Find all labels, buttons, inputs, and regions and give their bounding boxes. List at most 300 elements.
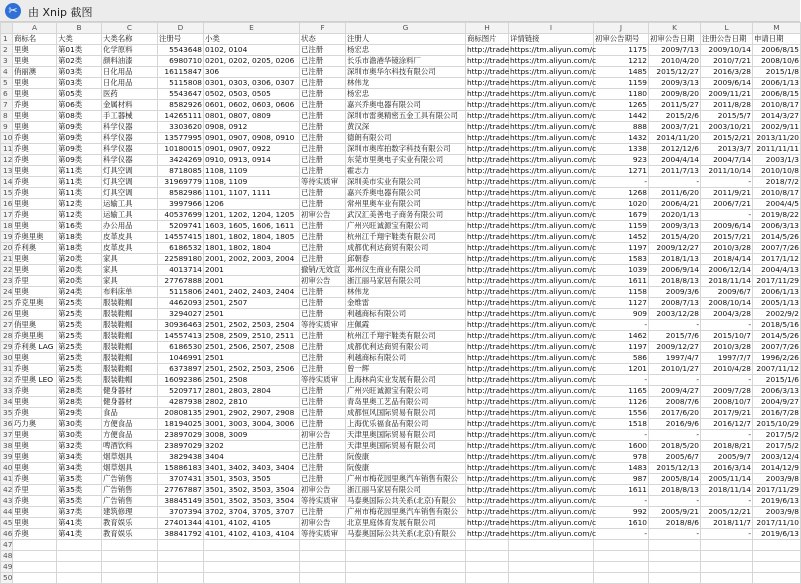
- cell[interactable]: 第25类: [57, 353, 102, 364]
- cell[interactable]: https://tm.aliyun.com/c: [510, 144, 597, 153]
- row-header[interactable]: 49: [1, 562, 13, 573]
- row-header[interactable]: 34: [1, 397, 13, 408]
- cell[interactable]: http://trade: [467, 474, 510, 483]
- cell[interactable]: http://trade: [467, 67, 510, 76]
- cell[interactable]: 乔奥: [13, 133, 57, 144]
- cell[interactable]: http://trade: [467, 364, 510, 373]
- row-header[interactable]: 33: [1, 386, 13, 397]
- cell[interactable]: 2007/7/26: [753, 342, 801, 353]
- cell[interactable]: [649, 562, 701, 573]
- cell[interactable]: 已注册: [300, 133, 346, 144]
- cell[interactable]: 已注册: [300, 364, 346, 375]
- cell[interactable]: -: [701, 375, 753, 386]
- cell[interactable]: 第28类: [57, 397, 102, 408]
- row-header[interactable]: 12: [1, 155, 13, 166]
- cell[interactable]: 第09类: [57, 155, 102, 166]
- cell[interactable]: 天津里奥国际贸易有限公司: [346, 441, 466, 452]
- cell[interactable]: 1462: [594, 331, 649, 342]
- cell[interactable]: [753, 562, 801, 573]
- cell[interactable]: 林伟龙: [346, 287, 466, 298]
- header-cell[interactable]: 商标名: [13, 34, 57, 45]
- cell[interactable]: 1158: [594, 287, 649, 298]
- cell[interactable]: 科学仪器: [102, 122, 158, 133]
- cell[interactable]: 2003/12/4: [753, 452, 801, 463]
- cell[interactable]: http://trade: [467, 507, 510, 516]
- cell[interactable]: 2018/11/7: [701, 518, 753, 529]
- cell[interactable]: https://tm.aliyun.com/c: [510, 353, 597, 362]
- cell[interactable]: [649, 573, 701, 584]
- cell[interactable]: 0908, 0912: [204, 122, 300, 133]
- cell[interactable]: 2014/3/27: [753, 111, 801, 122]
- cell[interactable]: 常州里奥车业有限公司: [346, 199, 466, 210]
- cell[interactable]: [701, 540, 753, 551]
- cell[interactable]: https://tm.aliyun.com/c: [510, 221, 597, 230]
- cell[interactable]: 2010/10/8: [753, 166, 801, 177]
- cell[interactable]: 2002/9/11: [753, 122, 801, 133]
- cell[interactable]: 0502, 0503, 0505: [204, 89, 300, 100]
- cell[interactable]: 第20类: [57, 276, 102, 287]
- cell[interactable]: 杭州江千翔宇鞋类有限公司: [346, 331, 466, 342]
- cell[interactable]: 化学原料: [102, 45, 158, 56]
- cell[interactable]: 2006/3/13: [753, 386, 801, 397]
- cell[interactable]: 2003/9/8: [753, 507, 801, 518]
- cell[interactable]: 已注册: [300, 122, 346, 133]
- cell[interactable]: 上海优乐福食品有限公司: [346, 419, 466, 430]
- cell[interactable]: 已注册: [300, 100, 346, 111]
- row-header[interactable]: 2: [1, 45, 13, 56]
- row-header[interactable]: 30: [1, 353, 13, 364]
- cell[interactable]: 里奥: [13, 353, 57, 364]
- cell[interactable]: 成都恒风国际贸易有限公司: [346, 408, 466, 419]
- cell[interactable]: 已注册: [300, 507, 346, 518]
- cell[interactable]: 2008/7/6: [649, 397, 701, 408]
- cell[interactable]: 乔奥: [13, 210, 57, 221]
- cell[interactable]: 2009/3/6: [649, 287, 701, 298]
- column-header-A[interactable]: A: [13, 23, 57, 34]
- cell[interactable]: 2010/4/20: [649, 56, 701, 67]
- cell[interactable]: 2018/8/13: [649, 276, 701, 287]
- cell[interactable]: 1611: [594, 485, 649, 496]
- row-header[interactable]: 11: [1, 144, 13, 155]
- row-header[interactable]: 31: [1, 364, 13, 375]
- cell[interactable]: 2006/12/14: [701, 265, 753, 276]
- cell[interactable]: 1556: [594, 408, 649, 419]
- column-header-K[interactable]: K: [649, 23, 701, 34]
- cell[interactable]: 2003/7/21: [649, 122, 701, 133]
- cell[interactable]: 第05类: [57, 89, 102, 100]
- cell[interactable]: 青岛里奥工艺品有限公司: [346, 397, 466, 408]
- cell[interactable]: [466, 551, 509, 562]
- cell[interactable]: https://tm.aliyun.com/c: [510, 463, 597, 472]
- cell[interactable]: 灯具空调: [102, 166, 158, 177]
- cell[interactable]: 已注册: [300, 287, 346, 298]
- cell[interactable]: 2018/5/16: [753, 320, 801, 331]
- cell[interactable]: 等待实质审: [300, 320, 346, 331]
- header-cell[interactable]: 初审公告日期: [649, 34, 701, 45]
- cell[interactable]: 2008/10/7: [701, 397, 753, 408]
- cell[interactable]: https://tm.aliyun.com/c: [510, 430, 597, 439]
- cell[interactable]: [158, 562, 204, 573]
- cell[interactable]: 建筑修理: [102, 507, 158, 518]
- cell[interactable]: 天津里奥国际贸易有限公司: [346, 430, 466, 441]
- cell[interactable]: 撤销/无效宣: [300, 265, 346, 276]
- cell[interactable]: 3424269: [158, 155, 204, 166]
- cell[interactable]: 18194025: [158, 419, 204, 430]
- cell[interactable]: 浙江丽马家居有限公司: [346, 485, 466, 496]
- row-header[interactable]: 9: [1, 122, 13, 133]
- cell[interactable]: 第41类: [57, 529, 102, 540]
- cell[interactable]: 已注册: [300, 452, 346, 463]
- row-header[interactable]: 50: [1, 573, 13, 584]
- row-header[interactable]: 21: [1, 254, 13, 265]
- cell[interactable]: 食品: [102, 408, 158, 419]
- cell[interactable]: 灯具空调: [102, 177, 158, 188]
- column-header-G[interactable]: G: [346, 23, 466, 34]
- cell[interactable]: 5209741: [158, 221, 204, 232]
- cell[interactable]: http://trade: [467, 518, 510, 527]
- cell[interactable]: 第09类: [57, 133, 102, 144]
- cell[interactable]: 利越商标有限公司: [346, 353, 466, 364]
- cell[interactable]: https://tm.aliyun.com/c: [510, 408, 597, 417]
- row-header[interactable]: 47: [1, 540, 13, 551]
- cell[interactable]: 4101, 4102, 4103, 4104: [204, 529, 300, 540]
- cell[interactable]: [753, 540, 801, 551]
- cell[interactable]: https://tm.aliyun.com/c: [510, 474, 597, 483]
- row-header[interactable]: 18: [1, 221, 13, 232]
- cell[interactable]: 2016/7/28: [753, 408, 801, 419]
- spreadsheet-grid[interactable]: [0, 22, 800, 582]
- cell[interactable]: https://tm.aliyun.com/c: [510, 155, 597, 164]
- row-header[interactable]: 25: [1, 298, 13, 309]
- cell[interactable]: 已注册: [300, 221, 346, 232]
- cell[interactable]: 2014/12/9: [753, 463, 801, 474]
- cell[interactable]: 2005/11/14: [701, 474, 753, 485]
- cell[interactable]: 2501, 2508: [204, 375, 300, 386]
- cell[interactable]: 广州兴旺诚源宝有限公司: [346, 221, 466, 232]
- cell[interactable]: http://trade: [467, 397, 510, 406]
- cell[interactable]: 已注册: [300, 78, 346, 89]
- cell[interactable]: 2004/4/13: [753, 265, 801, 276]
- cell[interactable]: 2015/10/29: [753, 419, 801, 430]
- cell[interactable]: -: [594, 320, 649, 331]
- cell[interactable]: 已注册: [300, 441, 346, 452]
- cell[interactable]: 2003/1/3: [753, 155, 801, 166]
- cell[interactable]: https://tm.aliyun.com/c: [510, 287, 597, 296]
- cell[interactable]: 2011/6/20: [649, 188, 701, 199]
- cell[interactable]: 14557415: [158, 232, 204, 243]
- cell[interactable]: 第20类: [57, 265, 102, 276]
- header-cell[interactable]: 详情链接: [509, 34, 594, 45]
- cell[interactable]: 0601, 0602, 0603, 0606: [204, 100, 300, 111]
- cell[interactable]: 里奥: [13, 254, 57, 265]
- cell[interactable]: 2020/1/13: [649, 210, 701, 221]
- cell[interactable]: http://trade: [467, 276, 510, 285]
- cell[interactable]: 1483: [594, 463, 649, 474]
- cell[interactable]: 1679: [594, 210, 649, 221]
- cell[interactable]: 乔奥: [13, 364, 57, 375]
- cell[interactable]: http://trade: [467, 243, 510, 252]
- cell[interactable]: 初审公告: [300, 210, 346, 221]
- cell[interactable]: 2008/10/14: [701, 298, 753, 309]
- cell[interactable]: 0901, 0907, 0908, 0910: [204, 133, 300, 144]
- cell[interactable]: 深圳市奥库拍数字科技有限公司: [346, 144, 466, 155]
- cell[interactable]: https://tm.aliyun.com/c: [510, 452, 597, 461]
- cell[interactable]: 第11类: [57, 188, 102, 199]
- cell[interactable]: http://trade: [467, 320, 510, 329]
- cell[interactable]: http://trade: [467, 496, 510, 505]
- cell[interactable]: https://tm.aliyun.com/c: [510, 265, 597, 274]
- cell[interactable]: 里奥: [13, 441, 57, 452]
- cell[interactable]: 利越商标有限公司: [346, 309, 466, 320]
- cell[interactable]: 5543647: [158, 89, 204, 100]
- cell[interactable]: 1101, 1107, 1111: [204, 188, 300, 199]
- cell[interactable]: 第35类: [57, 485, 102, 496]
- cell[interactable]: 日化用品: [102, 78, 158, 89]
- cell[interactable]: 里奥: [13, 309, 57, 320]
- cell[interactable]: 服装鞋帽: [102, 353, 158, 364]
- cell[interactable]: http://trade: [467, 452, 510, 461]
- cell[interactable]: [204, 540, 300, 551]
- cell[interactable]: https://tm.aliyun.com/c: [510, 298, 597, 307]
- row-header[interactable]: 43: [1, 496, 13, 507]
- cell[interactable]: 服装鞋帽: [102, 320, 158, 331]
- cell[interactable]: [204, 573, 300, 584]
- cell[interactable]: [466, 573, 509, 584]
- cell[interactable]: 16092386: [158, 375, 204, 386]
- cell[interactable]: 2009/7/13: [649, 45, 701, 56]
- cell[interactable]: 2004/4/14: [649, 155, 701, 166]
- cell[interactable]: 已注册: [300, 166, 346, 177]
- cell[interactable]: 等待实质审: [300, 177, 346, 188]
- cell[interactable]: 2007/7/26: [753, 243, 801, 254]
- cell[interactable]: 2010/3/28: [701, 243, 753, 254]
- cell[interactable]: 2501, 2507: [204, 298, 300, 309]
- cell[interactable]: 2018/1/13: [649, 254, 701, 265]
- cell[interactable]: 烟草烟具: [102, 452, 158, 463]
- column-header-D[interactable]: D: [158, 23, 204, 34]
- cell[interactable]: http://trade: [467, 265, 510, 274]
- cell[interactable]: http://trade: [467, 188, 510, 197]
- cell[interactable]: 2009/3/13: [649, 221, 701, 232]
- cell[interactable]: 38841792: [158, 529, 204, 540]
- cell[interactable]: 乔奥里奥: [13, 232, 57, 243]
- cell[interactable]: 庄佩霞: [346, 320, 466, 331]
- cell[interactable]: http://trade: [467, 463, 510, 472]
- cell[interactable]: http://trade: [467, 529, 510, 538]
- cell[interactable]: 1265: [594, 100, 649, 111]
- cell[interactable]: 5115806: [158, 287, 204, 298]
- cell[interactable]: [346, 540, 466, 551]
- cell[interactable]: 广州市梅花园里奥汽车销售有限公: [346, 474, 466, 485]
- cell[interactable]: -: [649, 496, 701, 507]
- cell[interactable]: 第25类: [57, 309, 102, 320]
- cell[interactable]: 1201, 1202, 1204, 1205: [204, 210, 300, 221]
- column-header-J[interactable]: J: [594, 23, 649, 34]
- cell[interactable]: 第25类: [57, 364, 102, 375]
- row-header[interactable]: 16: [1, 199, 13, 210]
- cell[interactable]: 北京里庭体育发展有限公司: [346, 518, 466, 529]
- cell[interactable]: 第02类: [57, 56, 102, 67]
- cell[interactable]: 深圳市雷奥精密五金工具有限公司: [346, 111, 466, 122]
- cell[interactable]: https://tm.aliyun.com/c: [510, 375, 597, 384]
- cell[interactable]: 广告销售: [102, 485, 158, 496]
- cell[interactable]: 已注册: [300, 419, 346, 430]
- cell[interactable]: 1268: [594, 188, 649, 199]
- cell[interactable]: http://trade: [467, 155, 510, 164]
- cell[interactable]: 16115847: [158, 67, 204, 78]
- cell[interactable]: 已注册: [300, 463, 346, 474]
- cell[interactable]: 2006/1/13: [753, 287, 801, 298]
- cell[interactable]: 2017/9/21: [701, 408, 753, 419]
- cell[interactable]: [466, 540, 509, 551]
- cell[interactable]: [57, 573, 102, 584]
- cell[interactable]: 2006/7/21: [701, 199, 753, 210]
- cell[interactable]: 已注册: [300, 45, 346, 56]
- cell[interactable]: 已注册: [300, 342, 346, 353]
- cell[interactable]: 已注册: [300, 56, 346, 67]
- cell[interactable]: 服装鞋帽: [102, 331, 158, 342]
- cell[interactable]: -: [701, 430, 753, 441]
- cell[interactable]: 1197: [594, 243, 649, 254]
- cell[interactable]: 5115808: [158, 78, 204, 89]
- cell[interactable]: 科学仪器: [102, 155, 158, 166]
- cell[interactable]: https://tm.aliyun.com/c: [510, 199, 597, 208]
- cell[interactable]: 乔奥: [13, 386, 57, 397]
- cell[interactable]: [102, 540, 158, 551]
- column-header-B[interactable]: B: [57, 23, 102, 34]
- cell[interactable]: 2013/11/20: [753, 133, 801, 144]
- cell[interactable]: 2508, 2509, 2510, 2511: [204, 331, 300, 342]
- cell[interactable]: 8582926: [158, 100, 204, 111]
- row-header[interactable]: 23: [1, 276, 13, 287]
- cell[interactable]: 俏丽澳: [13, 67, 57, 78]
- cell[interactable]: 等待实质审: [300, 375, 346, 386]
- cell[interactable]: -: [594, 529, 649, 540]
- cell[interactable]: [346, 562, 466, 573]
- cell[interactable]: [204, 562, 300, 573]
- row-header[interactable]: 48: [1, 551, 13, 562]
- cell[interactable]: 服装鞋帽: [102, 309, 158, 320]
- cell[interactable]: 1485: [594, 67, 649, 78]
- cell[interactable]: 2017/11/29: [753, 485, 801, 496]
- column-header-E[interactable]: E: [204, 23, 300, 34]
- cell[interactable]: 2006/8/15: [753, 45, 801, 56]
- cell[interactable]: 1165: [594, 386, 649, 397]
- cell[interactable]: 2007/11/12: [753, 364, 801, 375]
- cell[interactable]: http://trade: [467, 342, 510, 351]
- cell[interactable]: 广州兴旺诚源宝有限公司: [346, 386, 466, 397]
- cell[interactable]: [158, 551, 204, 562]
- cell[interactable]: [594, 540, 649, 551]
- cell[interactable]: 2010/3/28: [701, 342, 753, 353]
- cell[interactable]: https://tm.aliyun.com/c: [510, 364, 597, 373]
- cell[interactable]: 里奥: [13, 89, 57, 100]
- cell[interactable]: -: [701, 177, 753, 188]
- cell[interactable]: http://trade: [467, 144, 510, 153]
- cell[interactable]: 第25类: [57, 331, 102, 342]
- cell[interactable]: 1180: [594, 89, 649, 100]
- cell[interactable]: 里奥: [13, 452, 57, 463]
- cell[interactable]: [701, 562, 753, 573]
- cell[interactable]: https://tm.aliyun.com/c: [510, 496, 597, 505]
- cell[interactable]: 3202: [204, 441, 300, 452]
- header-cell[interactable]: 大类名称: [102, 34, 158, 45]
- column-header-F[interactable]: F: [300, 23, 346, 34]
- cell[interactable]: http://trade: [467, 309, 510, 318]
- cell[interactable]: 第25类: [57, 320, 102, 331]
- cell[interactable]: [57, 551, 102, 562]
- cell[interactable]: 3294027: [158, 309, 204, 320]
- cell[interactable]: 23897029: [158, 430, 204, 441]
- cell[interactable]: 2006/1/13: [753, 78, 801, 89]
- cell[interactable]: 2019/8/22: [753, 210, 801, 221]
- cell[interactable]: 乔利奥 LAG: [13, 342, 57, 353]
- cell[interactable]: 2010/8/17: [753, 188, 801, 199]
- cell[interactable]: 2009/10/14: [701, 45, 753, 56]
- cell[interactable]: 2011/5/27: [649, 100, 701, 111]
- cell[interactable]: [346, 573, 466, 584]
- cell[interactable]: [102, 562, 158, 573]
- cell[interactable]: 里奥: [13, 397, 57, 408]
- cell[interactable]: 1996/2/26: [753, 353, 801, 364]
- cell[interactable]: 1127: [594, 298, 649, 309]
- cell[interactable]: 乔奥: [13, 100, 57, 111]
- cell[interactable]: 2501: [204, 353, 300, 364]
- cell[interactable]: 里奥: [13, 78, 57, 89]
- cell[interactable]: 2015/1/8: [753, 67, 801, 78]
- cell[interactable]: 第18类: [57, 232, 102, 243]
- cell[interactable]: 嘉兴乔奥电器有限公司: [346, 188, 466, 199]
- cell[interactable]: http://trade: [467, 485, 510, 494]
- cell[interactable]: -: [649, 375, 701, 386]
- row-header[interactable]: 19: [1, 232, 13, 243]
- cell[interactable]: 乔奥: [13, 155, 57, 166]
- cell[interactable]: http://trade: [467, 386, 510, 395]
- cell[interactable]: 2010/1/27: [649, 364, 701, 375]
- cell[interactable]: 2009/6/7: [701, 287, 753, 298]
- cell[interactable]: [466, 562, 509, 573]
- row-header[interactable]: 14: [1, 177, 13, 188]
- cell[interactable]: 教育娱乐: [102, 529, 158, 540]
- cell[interactable]: 2801, 2803, 2804: [204, 386, 300, 397]
- row-header[interactable]: 39: [1, 452, 13, 463]
- cell[interactable]: 乔奥: [13, 529, 57, 540]
- cell[interactable]: 成都优利达商贸有限公司: [346, 243, 466, 254]
- cell[interactable]: 1020: [594, 199, 649, 210]
- cell[interactable]: -: [594, 496, 649, 507]
- cell[interactable]: 6186530: [158, 342, 204, 353]
- cell[interactable]: -: [701, 210, 753, 221]
- cell[interactable]: 27767888: [158, 276, 204, 287]
- cell[interactable]: https://tm.aliyun.com/c: [510, 243, 597, 252]
- cell[interactable]: 2001: [204, 276, 300, 287]
- cell[interactable]: 2802, 2810: [204, 397, 300, 408]
- cell[interactable]: -: [594, 430, 649, 441]
- cell[interactable]: 1108, 1109: [204, 177, 300, 188]
- cell[interactable]: https://tm.aliyun.com/c: [510, 309, 597, 318]
- cell[interactable]: 2004/4/5: [753, 199, 801, 210]
- cell[interactable]: [701, 551, 753, 562]
- cell[interactable]: https://tm.aliyun.com/c: [510, 45, 597, 54]
- cell[interactable]: https://tm.aliyun.com/c: [510, 122, 597, 131]
- cell[interactable]: 初审公告: [300, 276, 346, 287]
- row-header[interactable]: 41: [1, 474, 13, 485]
- column-header-I[interactable]: I: [509, 23, 594, 34]
- cell[interactable]: 第32类: [57, 441, 102, 452]
- cell[interactable]: 服装鞋帽: [102, 342, 158, 353]
- cell[interactable]: 2009/6/14: [701, 221, 753, 232]
- cell[interactable]: 霍志力: [346, 166, 466, 177]
